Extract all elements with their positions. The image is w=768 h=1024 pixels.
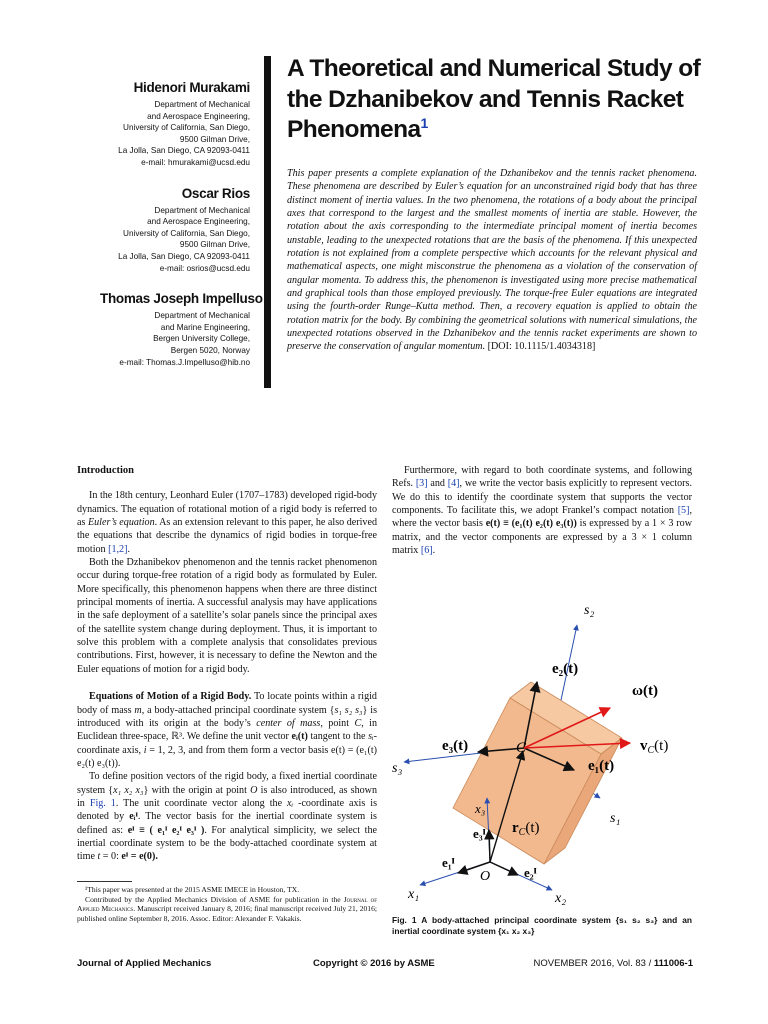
affiliation-line: and Aerospace Engineering,: [147, 111, 250, 121]
text-run: To locate points within a rigid body of mass: [77, 691, 377, 716]
citation-link[interactable]: [4]: [447, 478, 460, 490]
equations-paragraph-1: [77, 690, 377, 770]
emphasis: center of mass: [256, 717, 321, 729]
title-text: A Theoretical and Numerical Study of the Dzhanibekov and Tennis Racket Phenomena: [287, 55, 701, 143]
author-1: [100, 80, 250, 169]
citation-link[interactable]: [5]: [677, 505, 690, 517]
figure-link[interactable]: Fig. 1: [89, 797, 116, 809]
affiliation-line: University of California, San Diego,: [123, 123, 250, 133]
subsection-heading: Equations of Motion of a Rigid Body.: [89, 691, 252, 703]
math: eᴵ = e(0).: [121, 851, 158, 863]
author-name: Hidenori Murakami: [133, 80, 250, 95]
affiliation-line: Bergen University College,: [153, 334, 250, 344]
doi[interactable]: [DOI: 10.1115/1.4034318]: [487, 341, 596, 353]
text-run: } is introduced with its origin at the body’s: [77, 704, 377, 729]
author-3: [100, 291, 263, 368]
author-email: e-mail: Thomas.J.Impelluso@hib.no: [119, 357, 250, 367]
math: m: [134, 704, 142, 716]
text-run: , point: [320, 717, 355, 729]
right-paragraph: [392, 464, 692, 557]
figure-caption: Fig. 1 A body-attached principal coordinate system {s₁ s₂ s₃} and an inertial coordinate system {x₁ x₂ x₃}: [392, 915, 692, 936]
label-e3I: e₃ᴵ: [473, 826, 486, 841]
label-C: C: [516, 740, 527, 756]
math: x₁ x₂ x₃: [113, 784, 144, 796]
abstract-text: This paper presents a complete explanation of the Dzhanibekov and the tennis racket phenomena. These phenomena are described by Euler’s equation for an unconstrained rigid body that has three distinct moment of inertia values. In the two phenomena, the rotations of a body about the principal axes that correspond to the largest and the smallest moments of inertia are stable. However, the rotation about the axis corresponding to the intermediate principal moment of inertia becomes unstable, leading to the unexpected rotations that are the basis of the phenomena. If this unexpected rotation is not explained from a complete perspective which accounts for the relevant physical and mathematical aspects, one might misconstrue the phenomena as a violation of the conservation of angular momenta. To address this, the phenomenon is investigated using more precise mathematical and graphical tools than those employed previously. The torque-free Euler equations are integrated using the fourth-order Runge–Kutta method. Then, a recovery equation is applied to obtain the rotation matrix for the body. By combining the geometrical solutions with numerical simulations, the unexpected rotations observed in the Dzhanibekov and the tennis racket experiments are shown to preserve the conservation of angular momentum.: [287, 168, 697, 353]
text-run: and: [427, 478, 448, 490]
math: O: [250, 784, 258, 796]
text-run: . For analytical simplicity, we select the inertial coordinate system to be the body-attached coordinate system at time: [77, 824, 377, 863]
label-e2t: e₂(t): [552, 661, 579, 677]
footer-issue: [533, 958, 693, 969]
citation-link[interactable]: [6]: [420, 545, 433, 557]
math: e(t) = (e₁(t) e₂(t) e₃(t)).: [77, 744, 377, 769]
title-divider-bar: [264, 56, 271, 388]
label-rc: $r_C(t)$: [512, 820, 540, 838]
title-footnote-mark[interactable]: 1: [420, 114, 428, 131]
affiliation-line: University of California, San Diego,: [123, 228, 250, 238]
label-s1: s₁: [610, 811, 621, 826]
text-run: . Manuscript received January 8, 2016; final manuscript received July 21, 2016; published online September 8, 2016. Assoc. Editor: Alexander F. Vakakis.: [77, 904, 377, 923]
text-run: = 1, 2, 3, and from them form a vector basis: [146, 744, 332, 756]
author-block: [100, 80, 263, 385]
footnote-rule: [77, 881, 132, 882]
citation-link[interactable]: [3]: [415, 478, 428, 490]
text-run: . The unit coordinate vector along the: [115, 797, 288, 809]
affiliation-line: Department of Mechanical: [154, 311, 250, 321]
author-email: e-mail: osrios@ucsd.edu: [159, 263, 250, 273]
affiliation-line: La Jolla, San Diego, CA 92093-0411: [118, 251, 250, 261]
affiliation-line: and Marine Engineering,: [160, 322, 250, 332]
intro-paragraph-1: [77, 489, 377, 556]
emphasis: Euler’s equation: [87, 517, 155, 529]
text-run: = 0:: [100, 851, 122, 863]
math: eᵢᴵ: [129, 811, 138, 823]
figure-1: [392, 590, 692, 910]
label-s2: s₂: [584, 603, 595, 618]
author-2: [100, 186, 250, 275]
affiliation-line: 9500 Gilman Drive,: [179, 134, 250, 144]
label-e2I: e₂ᴵ: [524, 865, 537, 880]
footnote: [77, 885, 377, 923]
left-column: [77, 464, 377, 864]
affiliation-line: Bergen 5020, Norway: [170, 345, 250, 355]
label-x1: x₁: [408, 887, 420, 902]
issue-text: NOVEMBER 2016, Vol. 83 /: [533, 958, 654, 969]
text-run: -coordinate axis,: [77, 731, 377, 756]
math: t: [97, 851, 101, 863]
label-s3: s₃: [392, 761, 403, 776]
section-heading-introduction: Introduction: [77, 465, 134, 476]
right-column: [392, 464, 692, 557]
journal-name: Journal of Applied Mechanics: [77, 894, 378, 914]
affiliation-line: La Jolla, San Diego, CA 92093-0411: [118, 146, 250, 156]
text-run: . The vector basis for the inertial coordinate system is defined as:: [77, 811, 377, 836]
math: i: [143, 744, 147, 756]
affiliation-line: and Aerospace Engineering,: [147, 217, 250, 227]
label-x2: x₂: [555, 891, 567, 906]
text-run: , in Euclidean three-space, ℝ³. We define the unit vector: [77, 717, 377, 743]
citation-link[interactable]: [1,2]: [108, 543, 128, 555]
label-e3t: e₃(t): [442, 738, 469, 754]
paper-title: [287, 54, 707, 146]
author-email: e-mail: hmurakami@ucsd.edu: [141, 157, 250, 167]
author-name: Oscar Rios: [181, 185, 250, 201]
label-vc: $v_C(t)$: [640, 738, 669, 756]
page-footer: [77, 958, 693, 972]
text-run: . As an extension relevant to this paper, he also derived the equations that describe the dynamics of rigid bodies in torque-free motion: [77, 517, 378, 555]
footnote-1: ¹This paper was presented at the 2015 ASME IMECE in Houston, TX.: [85, 885, 300, 894]
footer-copyright: Copyright © 2016 by ASME: [313, 958, 435, 969]
label-e1I: e₁ᴵ: [442, 855, 455, 870]
text-run: Furthermore, with regard to both coordinate systems, and following Refs.: [392, 465, 692, 490]
math: eᵢ(t): [291, 731, 308, 743]
equations-paragraph-2: [77, 770, 377, 863]
text-run: Contributed by the Applied Mechanics Division of ASME for publication in the: [85, 894, 344, 904]
footer-journal: Journal of Applied Mechanics: [77, 958, 212, 969]
e2I-vector: [490, 862, 518, 875]
text-run: tangent to the: [307, 731, 369, 743]
affiliation-line: Department of Mechanical: [154, 100, 250, 109]
text-run: -coordinate axis is denoted by: [77, 797, 377, 823]
text-run: , we write the vector basis explicitly to represent vectors. We do this to identify the coordinate system that supports the vector components. To facilitate this, we adopt Frankel’s compact notation: [392, 478, 692, 517]
e3I-vector: [489, 830, 490, 862]
math: eᴵ ≡ ( e₁ᴵ e₂ᴵ e₃ᴵ ): [127, 824, 205, 836]
author-name: Thomas Joseph Impelluso: [100, 291, 263, 307]
math: xᵢ: [287, 797, 294, 809]
math: e(t) ≡ (e₁(t) e₂(t) e₃(t)): [485, 518, 577, 530]
text-run: is also introduced, as shown in: [77, 784, 377, 809]
text-run: To define position vectors of the rigid body, a fixed inertial coordinate system {: [77, 771, 377, 796]
abstract: [287, 167, 697, 354]
label-e1t: e₁(t): [588, 758, 615, 774]
intro-paragraph-2: Both the Dzhanibekov phenomenon and the tennis racket phenomenon occur during torque-free rotation of a rigid body as formulated by Euler. More specifically, this phenomenon happens when there are three distinct principal moments of inertia. A successful analysis may have applications in the safe deployment of a satellite’s solar panels since the principal axes of the satellite system change during deployment. Thus, it is important to solve this problem with a complete analysis that consolidates previous contributions. First, however, it is necessary to define the Newton and the Euler equations of motion for a rigid body.: [77, 557, 377, 675]
label-O: O: [480, 869, 491, 884]
label-x3: x₃: [475, 801, 486, 816]
text-run: } with the origin at point: [143, 784, 251, 796]
affiliation-line: 9500 Gilman Drive,: [179, 240, 250, 250]
math: s₁ s₂ s₃: [334, 704, 363, 716]
math: C: [354, 717, 362, 729]
label-omega: ω(t): [632, 683, 658, 699]
text-run: In the 18th century, Leonhard Euler (1707–1783) developed rigid-body dynamics. The equation of rotational motion of a rigid body is referred to as: [77, 490, 377, 529]
affiliation-line: Department of Mechanical: [154, 205, 250, 215]
text-run: , where the vector basis: [392, 505, 692, 530]
footnote-2: [77, 895, 377, 924]
text-run: .: [127, 543, 130, 555]
math: sᵢ: [368, 731, 374, 743]
text-run: , a body-attached principal coordinate system {: [141, 704, 335, 716]
figure-1-diagram: [392, 590, 692, 910]
text-run: is expressed by a 1 × 3 row matrix, and the vector components are expressed by a 3 × 1 column matrix: [392, 518, 692, 557]
text-run: .: [432, 545, 436, 557]
page-number: 111006-1: [653, 958, 693, 969]
